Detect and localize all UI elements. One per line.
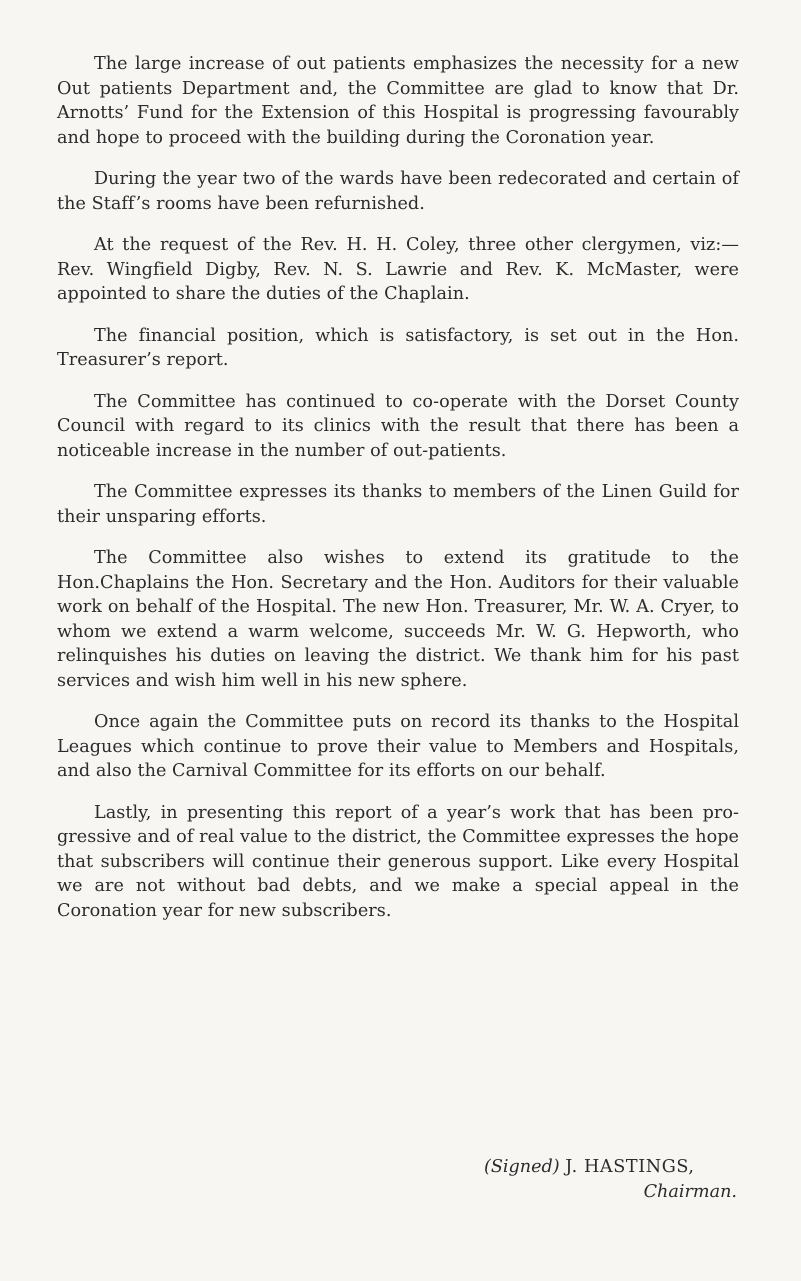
paragraph-lastly: Lastly, in presenting this report of a year’s work that has been pro- gressive and of real value to the district, the Committee expresses the hope that subscribers will continue their generous support. Like every Hospital we are not without bad debts, and we make a special appeal in the Coronation year for new subscribers. bbox=[57, 802, 739, 921]
paragraph-financial: The financial position, which is satisfactory, is set out in the Hon. Treasurer’s report. bbox=[57, 325, 739, 370]
paragraph-county-council: The Committee has continued to co-operate with the Dorset County Council with regard to its clinics with the result that there has been a noticeable increase in the number of out-patients. bbox=[57, 391, 739, 461]
paragraph-linen-guild: The Committee expresses its thanks to members of the Linen Guild for their unsparing efforts. bbox=[57, 482, 739, 527]
signature-block bbox=[484, 1155, 749, 1204]
paragraph-wards: During the year two of the wards have been redecorated and certain of the Staff’s rooms have been refurnished. bbox=[57, 169, 739, 214]
signatory-name: J. HASTINGS, bbox=[565, 1157, 695, 1177]
signature-line bbox=[484, 1155, 749, 1180]
report-body bbox=[57, 52, 739, 940]
paragraph-leagues: Once again the Committee puts on record its thanks to the Hospital Leagues which continue to prove their value to Members and Hospitals, and also the Carnival Committee for its efforts on our behalf. bbox=[57, 712, 739, 781]
signed-label: (Signed) bbox=[484, 1157, 560, 1177]
signatory-title: Chairman. bbox=[643, 1181, 737, 1202]
paragraph-chaplains: At the request of the Rev. H. H. Coley, three other clergymen, viz:— Rev. Wingfield Digby, Rev. N. S. Lawrie and Rev. K. McMaster, were appointed to share the duties of the Chaplain. bbox=[57, 235, 739, 304]
paragraph-out-patients: The large increase of out patients emphasizes the necessity for a new Out patients Department and, the Committee are glad to know that Dr. Arnotts’ Fund for the Extension of this Hospital is progressing favourably and hope to proceed with the building during the Coronation year. bbox=[57, 54, 739, 148]
paragraph-gratitude: The Committee also wishes to extend its gratitude to the Hon.Chaplains the Hon. Secretary and the Hon. Auditors for their valuable work on behalf of the Hospital. The new Hon. Treasurer, Mr. W. A. Cryer, to whom we extend a warm welcome, succeeds Mr. W. G. Hepworth, who relinquishes his duties on leaving the district. We thank him for his past services and wish him well in his new sphere. bbox=[57, 548, 739, 691]
